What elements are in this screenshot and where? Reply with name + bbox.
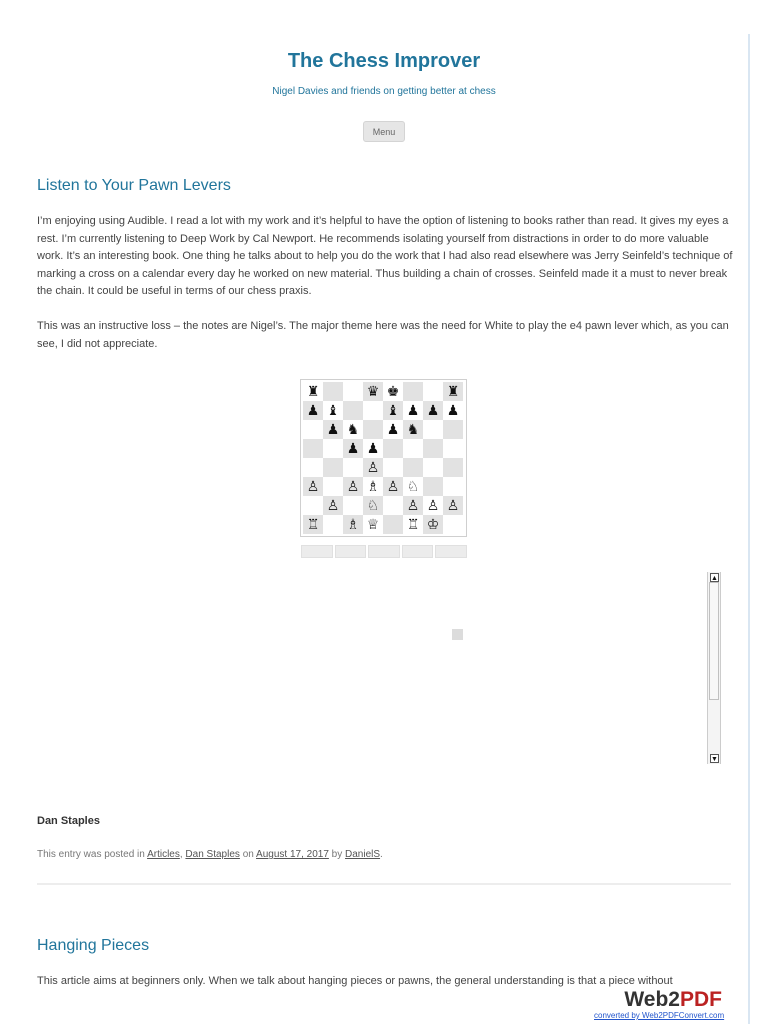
board-square[interactable] bbox=[343, 496, 363, 515]
board-square[interactable] bbox=[423, 420, 443, 439]
chess-piece-square[interactable]: ♟ bbox=[443, 401, 463, 420]
chess-piece-square[interactable]: ♛ bbox=[363, 382, 383, 401]
board-square[interactable] bbox=[303, 458, 323, 477]
chess-piece-square[interactable]: ♙ bbox=[363, 458, 383, 477]
site-title[interactable]: The Chess Improver bbox=[287, 50, 481, 72]
chess-piece-square[interactable]: ♖ bbox=[303, 515, 323, 534]
board-square[interactable] bbox=[303, 496, 323, 515]
category-link-articles[interactable]: Articles bbox=[147, 849, 180, 860]
menu-button[interactable]: Menu bbox=[363, 121, 405, 142]
post-author-label: Dan Staples bbox=[37, 815, 100, 827]
chess-piece-square[interactable]: ♗ bbox=[343, 515, 363, 534]
chess-piece-square[interactable]: ♝ bbox=[383, 401, 403, 420]
board-square[interactable] bbox=[423, 382, 443, 401]
board-square[interactable] bbox=[323, 382, 343, 401]
chess-piece-square[interactable]: ♔ bbox=[423, 515, 443, 534]
chess-piece-square[interactable]: ♞ bbox=[343, 420, 363, 439]
page-right-border bbox=[748, 34, 750, 1024]
previous-move-button[interactable] bbox=[335, 545, 367, 558]
board-controls bbox=[301, 545, 467, 558]
chess-piece-square[interactable]: ♞ bbox=[403, 420, 423, 439]
chess-board[interactable] bbox=[300, 379, 467, 537]
meta-end: . bbox=[380, 849, 383, 860]
board-square[interactable] bbox=[443, 458, 463, 477]
chess-piece-square[interactable]: ♙ bbox=[303, 477, 323, 496]
chess-piece-square[interactable]: ♟ bbox=[423, 401, 443, 420]
chess-piece-square[interactable]: ♟ bbox=[323, 420, 343, 439]
board-square[interactable] bbox=[303, 439, 323, 458]
web2pdf-watermark bbox=[594, 988, 746, 1020]
board-square[interactable] bbox=[443, 420, 463, 439]
board-square[interactable] bbox=[323, 439, 343, 458]
meta-prefix: This entry was posted in bbox=[37, 849, 145, 860]
chess-piece-square[interactable]: ♙ bbox=[343, 477, 363, 496]
board-square[interactable] bbox=[383, 439, 403, 458]
post-date-link[interactable]: August 17, 2017 bbox=[256, 849, 329, 860]
chess-piece-square[interactable]: ♙ bbox=[383, 477, 403, 496]
board-square[interactable] bbox=[403, 439, 423, 458]
post-meta bbox=[37, 849, 383, 860]
chess-piece-square[interactable]: ♚ bbox=[383, 382, 403, 401]
board-square[interactable] bbox=[343, 401, 363, 420]
chess-piece-square[interactable]: ♘ bbox=[363, 496, 383, 515]
chess-piece-square[interactable]: ♟ bbox=[303, 401, 323, 420]
web2pdf-link[interactable]: converted by Web2PDFConvert.com bbox=[594, 1011, 725, 1020]
meta-comma: , bbox=[179, 849, 183, 860]
scroll-down-arrow-icon[interactable]: ▼ bbox=[711, 756, 718, 763]
meta-on: on bbox=[242, 849, 254, 860]
board-square[interactable] bbox=[403, 458, 423, 477]
flip-board-button[interactable] bbox=[368, 545, 400, 558]
chess-board-grid bbox=[303, 382, 463, 534]
web2pdf-logo bbox=[624, 988, 722, 1012]
board-square[interactable] bbox=[443, 477, 463, 496]
moves-scrollbar[interactable] bbox=[707, 572, 721, 764]
logo-pdf: PDF bbox=[680, 988, 722, 1011]
board-square[interactable] bbox=[423, 477, 443, 496]
board-square[interactable] bbox=[403, 382, 423, 401]
post-title[interactable]: Hanging Pieces bbox=[37, 937, 150, 954]
chess-piece-square[interactable]: ♟ bbox=[403, 401, 423, 420]
logo-web: Web2 bbox=[624, 988, 680, 1011]
board-square[interactable] bbox=[363, 420, 383, 439]
meta-by: by bbox=[331, 849, 343, 860]
site-description: Nigel Davies and friends on getting better at chess bbox=[272, 86, 496, 97]
board-square[interactable] bbox=[383, 515, 403, 534]
author-link[interactable]: DanielS bbox=[345, 849, 381, 860]
post-title[interactable]: Listen to Your Pawn Levers bbox=[37, 177, 231, 194]
chess-piece-square[interactable]: ♙ bbox=[423, 496, 443, 515]
chess-piece-square[interactable]: ♟ bbox=[383, 420, 403, 439]
board-square[interactable] bbox=[383, 458, 403, 477]
chess-piece-square[interactable]: ♝ bbox=[323, 401, 343, 420]
chess-piece-square[interactable]: ♜ bbox=[303, 382, 323, 401]
last-move-button[interactable] bbox=[435, 545, 467, 558]
board-square[interactable] bbox=[423, 458, 443, 477]
chess-piece-square[interactable]: ♙ bbox=[323, 496, 343, 515]
board-square[interactable] bbox=[423, 439, 443, 458]
chess-piece-square[interactable]: ♟ bbox=[363, 439, 383, 458]
post-paragraph: This article aims at beginners only. When we talk about hanging pieces or pawns, the general understanding is that a piece without bbox=[37, 975, 673, 987]
board-square[interactable] bbox=[443, 515, 463, 534]
chess-piece-square[interactable]: ♗ bbox=[363, 477, 383, 496]
first-move-button[interactable] bbox=[301, 545, 333, 558]
post-paragraph: This was an instructive loss – the notes are Nigel’s. The major theme here was the need for White to play the e4 pawn lever which, as you can see, I did not appreciate. bbox=[37, 320, 729, 350]
next-move-button[interactable] bbox=[402, 545, 434, 558]
board-square[interactable] bbox=[443, 439, 463, 458]
board-square[interactable] bbox=[363, 401, 383, 420]
board-square[interactable] bbox=[343, 458, 363, 477]
chess-piece-square[interactable]: ♘ bbox=[403, 477, 423, 496]
chess-piece-square[interactable]: ♟ bbox=[343, 439, 363, 458]
chess-piece-square[interactable]: ♜ bbox=[443, 382, 463, 401]
chess-piece-square[interactable]: ♖ bbox=[403, 515, 423, 534]
board-square[interactable] bbox=[383, 496, 403, 515]
scroll-thumb[interactable] bbox=[709, 582, 719, 700]
embed-placeholder bbox=[452, 629, 463, 640]
board-square[interactable] bbox=[323, 458, 343, 477]
post-divider bbox=[37, 883, 731, 885]
scroll-up-arrow-icon[interactable]: ▲ bbox=[711, 575, 718, 582]
chess-piece-square[interactable]: ♕ bbox=[363, 515, 383, 534]
board-square[interactable] bbox=[323, 515, 343, 534]
post-paragraph: I’m enjoying using Audible. I read a lot with my work and it’s helpful to have the option of listening to books rather than read. It gives my eyes a rest. I’m currently listening to Deep Work by Cal Newport. He recommends isolating yourself from distractions in order to do more valuable work. It’s an interesting book. One thing he talks about to help you do the work that I had also read elsewhere was Jerry Seinfeld’s technique of marking a cross on a calendar every day he worked on new material. Thus building a chain of crosses. Seinfeld made it a must to never break the chain. It could be useful in terms of our chess praxis. bbox=[37, 215, 733, 297]
board-square[interactable] bbox=[343, 382, 363, 401]
chess-piece-square[interactable]: ♙ bbox=[403, 496, 423, 515]
chess-piece-square[interactable]: ♙ bbox=[443, 496, 463, 515]
board-square[interactable] bbox=[323, 477, 343, 496]
board-square[interactable] bbox=[303, 420, 323, 439]
category-link-dan-staples[interactable]: Dan Staples bbox=[185, 849, 240, 860]
